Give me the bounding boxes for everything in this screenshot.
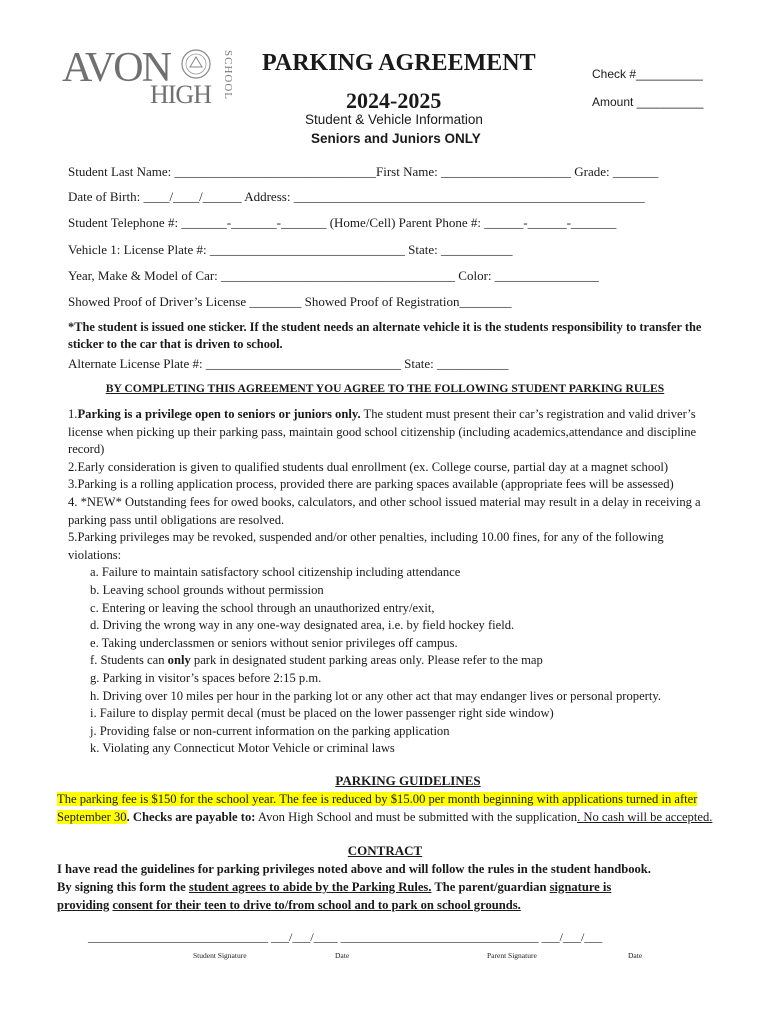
contract-text: I have read the guidelines for parking privileges noted above and will follow the rules in the student handbook. By signing this form the student agrees to abide by the Parking Rules. The parent/guardian signature is providing consent for their teen to drive to/from school and to park on school grounds. [57, 862, 651, 912]
school-seal-icon [180, 48, 212, 80]
student-signature-label: Student Signature [193, 951, 247, 960]
violation-c: c. Entering or leaving the school through an unauthorized entry/exit, [90, 600, 435, 615]
rule-4: 4. *NEW* Outstanding fees for owed books, calculators, and other school issued material may result in a delay in receiving a parking pass until obligations are resolved. [68, 494, 701, 527]
school-logo [62, 44, 242, 114]
rule-5: 5.Parking privileges may be revoked, suspended and/or other penalties, including 10.00 fines, for any of the following violations: [68, 530, 664, 562]
contract-heading: CONTRACT [347, 843, 423, 858]
signature-lines[interactable]: ______________________________ ___/___/____ _________________________________ ___/___/___ [88, 930, 603, 944]
amount-field[interactable]: Amount __________ [592, 95, 704, 109]
date-label-2: Date [628, 951, 643, 960]
logo-avon-text: AVON [62, 45, 170, 91]
telephone-field[interactable]: Student Telephone #: _______-_______-_______ (Home/Cell) Parent Phone #: ______-______-_______ [68, 215, 617, 230]
logo-high-text: HIGH [150, 80, 211, 109]
check-number-field[interactable]: Check #__________ [592, 67, 703, 81]
rules-list [68, 406, 708, 758]
violation-h: h. Driving over 10 miles per hour in the parking lot or any other act that may endanger lives or personal property. [90, 688, 661, 703]
proof-field[interactable]: Showed Proof of Driver’s License ________ Showed Proof of Registration________ [68, 294, 512, 309]
violation-k: k. Violating any Connecticut Motor Vehicle or criminal laws [90, 741, 395, 756]
guidelines-text: The parking fee is $150 for the school year. The fee is reduced by $15.00 per month beginning with applications turned in after September 30. Checks are payable to: Avon High School and must be submitted with the supplication. No cash will be accepted. [57, 792, 713, 824]
parent-signature-label: Parent Signature [487, 951, 537, 960]
violation-d: d. Driving the wrong way in any one-way designated area, i.e. by field hockey field. [90, 618, 515, 633]
school-year: 2024-2025 [346, 88, 442, 113]
dob-address-field[interactable]: Date of Birth: ____/____/______ Address: ______________________________________________________ [68, 189, 645, 204]
subtitle: Student & Vehicle Information [305, 112, 483, 127]
rule-3: 3.Parking is a rolling application process, provided there are parking spaces available (appropriate fees will be assessed) [68, 477, 674, 492]
rule-1: 1.Parking is a privilege open to seniors or juniors only. The student must present their car’s registration and valid driver’s license when picking up their parking pass, maintain good school citizenship (including academics,attendance and discipline record) [68, 407, 697, 457]
alternate-plate-field[interactable]: Alternate License Plate #: ______________________________ State: ___________ [68, 356, 509, 371]
date-label-1: Date [335, 951, 350, 960]
fee-highlight: The parking fee is $150 for the school year. The fee is reduced by $15.00 per month beginning with applications turned in after September 30 [57, 792, 698, 824]
violation-e: e. Taking underclassmen or seniors without senior privileges off campus. [90, 635, 458, 650]
violation-a: a. Failure to maintain satisfactory school citizenship including attendance [90, 565, 461, 580]
logo-school-text: SCHOOL [222, 50, 234, 101]
eligibility-note: Seniors and Juniors ONLY [311, 131, 481, 146]
violation-b: b. Leaving school grounds without permission [90, 582, 324, 597]
car-model-field[interactable]: Year, Make & Model of Car: ____________________________________ Color: ________________ [68, 268, 599, 283]
violation-g: g. Parking in visitor’s spaces before 2:15 p.m. [90, 670, 322, 685]
violation-i: i. Failure to display permit decal (must be placed on the lower passenger right side window) [90, 706, 554, 721]
sticker-note: *The student is issued one sticker. If the student needs an alternate vehicle it is the students responsibility to transfer the sticker to the car that is driven to school. [68, 320, 702, 351]
rules-heading: BY COMPLETING THIS AGREEMENT YOU AGREE TO THE FOLLOWING STUDENT PARKING RULES [105, 382, 665, 395]
violation-f: f. Students can only park in designated student parking areas only. Please refer to the map [90, 653, 543, 668]
violation-j: j. Providing false or non-current information on the parking application [90, 723, 450, 738]
page-title: PARKING AGREEMENT [262, 50, 536, 76]
student-name-field[interactable]: Student Last Name: _______________________________First Name: ____________________ Grade: _______ [68, 164, 659, 179]
guidelines-heading: PARKING GUIDELINES [335, 773, 481, 788]
rule-2: 2.Early consideration is given to qualified students dual enrollment (ex. College course, partial day at a magnet school) [68, 459, 669, 474]
license-plate-field[interactable]: Vehicle 1: License Plate #: ______________________________ State: ___________ [68, 242, 513, 257]
